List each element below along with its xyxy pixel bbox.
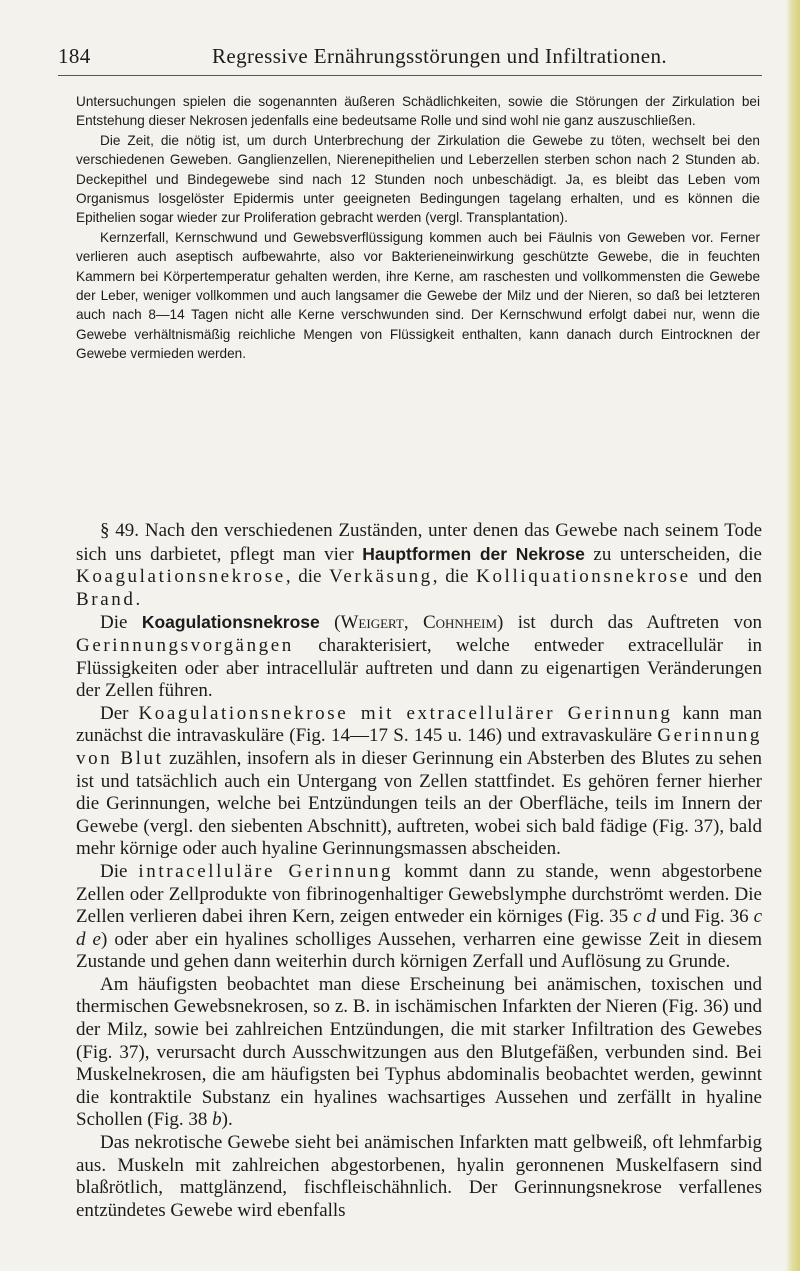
- paragraph: Untersuchungen spielen die sogenannten äußeren Schädlichkeiten, sowie die Störungen der Zirkulation bei Entstehung dieser Nekrosen jedenfalls eine bedeutsame Rolle und sind wohl nie ganz auszuschließen.: [76, 94, 760, 129]
- text-run: ) oder aber ein hyalines scholliges Aussehen, verharren eine gewisse Zeit in diesem Zustande und gehen dann weiterhin durch körnigen Zerfall und Auflösung zu Grunde.: [76, 928, 762, 973]
- bold-term: Koagulationsnekrose: [141, 612, 320, 633]
- paragraph: Das nekrotische Gewebe sieht bei anämischen Infarkten matt gelbweiß, oft lehmfarbig aus. Muskeln mit zahlreichen abgestorbenen, hyalin geronnenen Muskelfasern sind blaßrötlich, mattglänzend, fischfleischähnlich. Der Gerinnungsnekrose verfallenes entzündetes Gewebe wird ebenfalls: [76, 1132, 762, 1221]
- text-run: § 49. Nach den verschiedenen Zuständen, unter denen das Gewebe nach seinem Tode sich uns darbietet, pflegt man vier: [76, 520, 762, 565]
- text-run: Am häufigsten beobachtet man diese Erscheinung bei anämischen, toxischen und thermischen Gewebsnekrosen, so z. B. in ischämischen Infarkten der Nieren (Fig. 36) und der Milz, sowie bei zahlreichen Entzündungen, die mit starker Infiltration des Gewebes (Fig. 37), verursacht durch Ausschwitzungen aus den Blutgefäßen, verbunden sind. Bei Muskelnekrosen, die am häufigsten bei Typhus abdominalis beobachtet werden, gewinnt die kontraktile Substanz ein hyalines wachsartiges Aussehen und zerfällt in hyaline Schollen (Fig. 38: [76, 973, 762, 1131]
- small-print-section: [76, 92, 760, 364]
- text-run: Der: [100, 702, 139, 724]
- text-run: und den: [690, 566, 762, 588]
- text-run: kann man zunächst die intravaskuläre (Fig. 14—17 S. 145 u. 146) und extravaskuläre: [76, 702, 762, 747]
- spaced-term: intracelluläre Gerinnung: [138, 860, 394, 882]
- page-header: [58, 44, 758, 74]
- text-run: kommt dann zu stande, wenn abgestorbene Zellen oder Zellprodukte von fibrinogenhaltiger Gewebslymphe durchströmt werden. Die Zellen verlieren dabei ihren Kern, zeigen entweder ein körniges (Fig. 35: [76, 860, 763, 928]
- text-run: und Fig. 36: [656, 906, 754, 928]
- text-run: zuzählen, insofern als in dieser Gerinnung ein Absterben des Blutes zu sehen ist und tatsächlich auch ein Untergang von Zellen stattfindet. Es gehören ferner hierher die Gerinnungen, welche bei Entzündungen teils an der Oberfläche, teils im Innern der Gewebe (vergl. den siebenten Abschnitt), auftreten, wobei sich bald fädige (Fig. 37), bald mehr körnige oder auch hyaline Gerinnungsmassen abscheiden.: [76, 747, 762, 860]
- paragraph: Die Zeit, die nötig ist, um durch Unterbrechung der Zirkulation die Gewebe zu töten, wechselt bei den verschiedenen Geweben. Ganglienzellen, Nierenepithelien und Leberzellen sterben schon nach 2 Stunden ab. Deckepithel und Bindegewebe sind nach 12 Stunden noch unbeschädigt. Ja, es bleibt das Leben vom Organismus losgelöster Epidermis unter geeigneten Bedingungen tagelang erhalten, und es können die Epithelien sogar wieder zur Proliferation gebracht werden (vergl. Transplantation).: [76, 132, 760, 226]
- figure-label: c d e: [76, 906, 762, 950]
- page-number: 184: [58, 44, 91, 68]
- spaced-term: Kolliquationsnekrose: [476, 566, 691, 588]
- text-run: .: [135, 588, 141, 610]
- spaced-term: Verkäsung: [329, 566, 433, 588]
- paragraph: [76, 974, 762, 1132]
- page-edge: [786, 0, 800, 1271]
- running-title: Regressive Ernährungsstörungen und Infiltrationen.: [212, 44, 668, 68]
- paragraph: [76, 611, 762, 702]
- paragraph: Kernzerfall, Kernschwund und Gewebsverflüssigung kommen auch bei Fäulnis von Geweben vor. Ferner verlieren auch aseptisch aufbewahrte, also vor Bakterieneinwirkung geschützte Gewebe, die in feuchten Kammern bei Körpertemperatur gehalten werden, ihre Kerne, am raschesten und vollkommensten die Gewebe der Leber, weniger vollkommen und auch langsamer die Gewebe der Milz und der Nieren, so daß bei letzteren auch nach 8—14 Tagen nicht alle Kerne verschwunden sind. Der Kernschwund erfolgt dabei nur, wenn die Gewebe verhältnismäßig reichliche Mengen von Flüssigkeit enthalten, kann danach durch Eintrocknen der Gewebe vermieden werden.: [76, 229, 760, 362]
- spaced-term: Koagulationsnekrose: [76, 566, 286, 588]
- header-rule: [58, 75, 762, 76]
- spaced-term: Brand: [76, 588, 136, 610]
- main-text-section: [76, 520, 762, 1222]
- figure-label: b: [212, 1109, 222, 1131]
- paragraph: [76, 703, 762, 861]
- text-run: ).: [221, 1109, 233, 1131]
- text-run: , die: [285, 566, 330, 588]
- text-run: Die: [100, 612, 142, 634]
- figure-label: c d: [633, 906, 657, 928]
- text-run: ) ist durch das Auftreten von: [497, 612, 763, 634]
- spaced-term: Koagulationsnekrose mit extracellulärer Gerinnung: [138, 702, 673, 724]
- paragraph-section-49: [76, 520, 762, 611]
- text-run: , die: [432, 566, 477, 588]
- text-run: Die: [100, 860, 139, 882]
- spaced-term: Gerinnungsvorgängen: [76, 634, 294, 656]
- author-names: Weigert, Cohnheim: [340, 612, 498, 634]
- text-run: charakterisiert, welche entweder extracellulär in Flüssigkeiten oder aber intracellulär auftreten und dann zu eigenartigen Veränderungen der Zellen führen.: [76, 634, 762, 702]
- paragraph: [76, 861, 762, 974]
- text-run: (: [319, 612, 341, 634]
- spaced-term: Gerinnung von Blut: [76, 725, 762, 769]
- text-run: zu unterscheiden, die: [584, 543, 762, 565]
- bold-term: Hauptformen der Nekrose: [362, 543, 585, 564]
